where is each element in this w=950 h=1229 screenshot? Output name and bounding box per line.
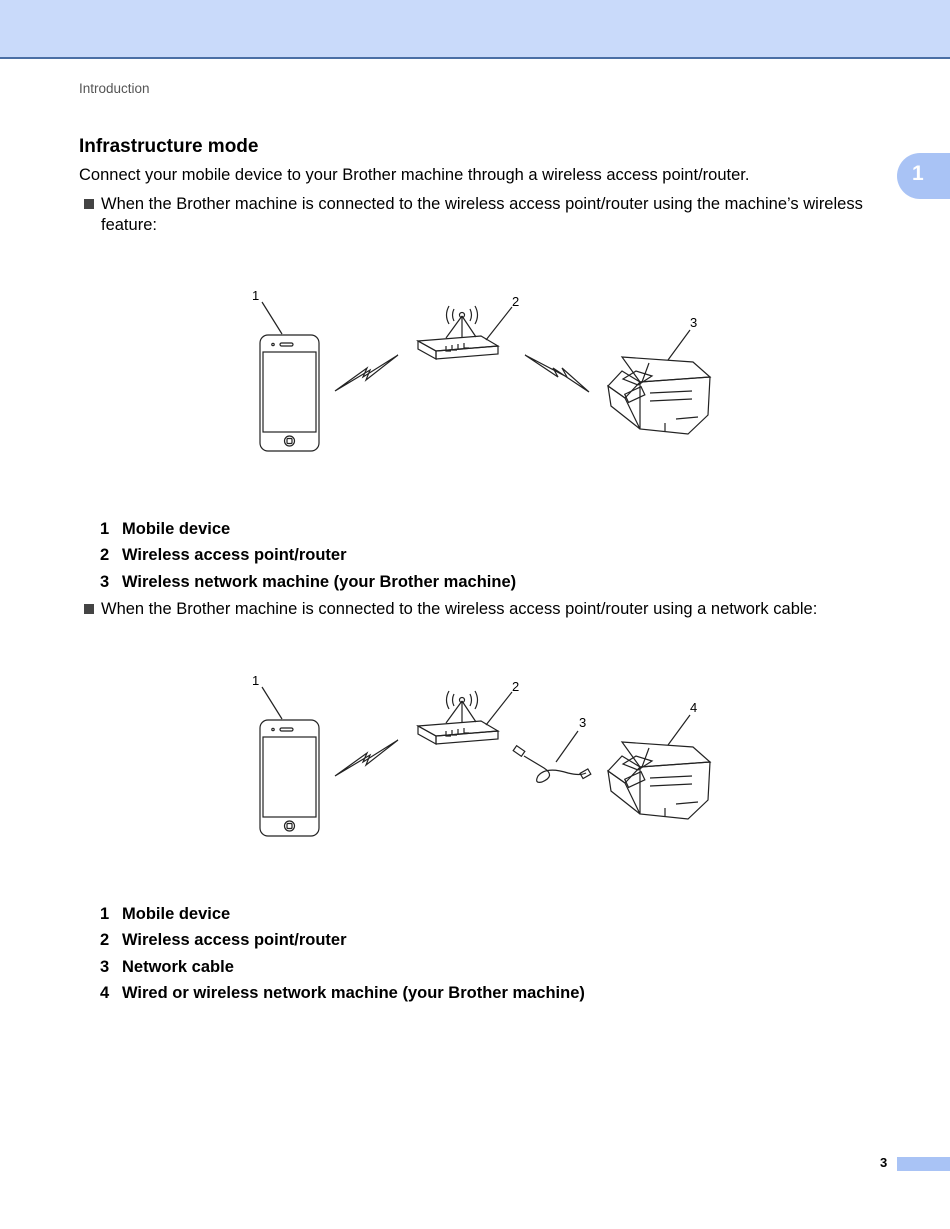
legend-label: Network cable [122, 957, 234, 976]
legend-item [100, 980, 585, 1006]
legend-item [100, 542, 516, 568]
callout-3: 3 [579, 715, 587, 730]
legend-list-1 [100, 516, 516, 595]
bullet-square-icon [84, 199, 94, 209]
callout-4: 4 [690, 700, 698, 715]
page-number: 3 [880, 1155, 888, 1170]
callout-1: 1 [252, 288, 260, 303]
wireless-signal-bolt-icon [525, 355, 589, 392]
legend-item [100, 927, 585, 953]
bullet-square-icon [84, 604, 94, 614]
legend-item [100, 901, 585, 927]
printer-icon [608, 357, 710, 434]
network-cable-icon [513, 746, 591, 783]
mobile-device-icon [260, 720, 319, 836]
legend-number: 2 [100, 931, 110, 950]
header-band [0, 0, 950, 59]
bullet-text: When the Brother machine is connected to the wireless access point/router using a network cable: [101, 600, 818, 618]
callout-leader-2 [486, 692, 512, 725]
legend-item [100, 569, 516, 595]
callout-leader-1 [262, 302, 282, 334]
legend-label: Mobile device [122, 520, 231, 538]
legend-label: Mobile device [122, 905, 231, 923]
callout-leader-4 [668, 715, 690, 745]
wireless-connection-diagram [240, 283, 730, 473]
legend-label: Wired or wireless network machine (your Brother machine) [122, 983, 585, 1002]
mobile-device-icon [260, 335, 319, 451]
wireless-signal-bolt-icon [335, 740, 398, 776]
wireless-signal-bolt-icon [335, 355, 398, 391]
running-header: Introduction [79, 81, 150, 96]
bullet-wireless-case [84, 194, 904, 236]
section-title: Infrastructure mode [79, 136, 259, 157]
callout-leader-1 [262, 687, 282, 719]
callout-leader-3 [668, 330, 690, 360]
callout-2: 2 [512, 679, 520, 694]
router-icon [418, 306, 498, 359]
legend-number: 3 [100, 572, 110, 591]
bullet-cable-case [84, 599, 904, 620]
legend-label: Wireless access point/router [122, 931, 347, 950]
legend-number: 3 [100, 957, 110, 976]
callout-1: 1 [252, 673, 260, 688]
legend-number: 4 [100, 983, 110, 1002]
intro-paragraph: Connect your mobile device to your Brother machine through a wireless access point/router. [79, 166, 750, 184]
legend-number: 2 [100, 546, 110, 565]
legend-number: 1 [100, 520, 110, 538]
legend-label: Wireless network machine (your Brother machine) [122, 572, 517, 591]
callout-3: 3 [690, 315, 698, 330]
legend-item [100, 516, 516, 542]
footer-bar [897, 1157, 950, 1171]
router-icon [418, 691, 498, 744]
legend-list-2 [100, 901, 585, 1006]
callout-leader-3 [556, 731, 578, 762]
callout-leader-2 [486, 307, 512, 340]
legend-item [100, 954, 585, 980]
callout-2: 2 [512, 294, 520, 309]
chapter-number: 1 [912, 162, 924, 185]
cable-connection-diagram [240, 668, 730, 858]
legend-number: 1 [100, 905, 110, 923]
bullet-text: When the Brother machine is connected to the wireless access point/router using the machine’s wireless feature: [101, 195, 863, 234]
printer-icon [608, 742, 710, 819]
legend-label: Wireless access point/router [122, 546, 347, 565]
